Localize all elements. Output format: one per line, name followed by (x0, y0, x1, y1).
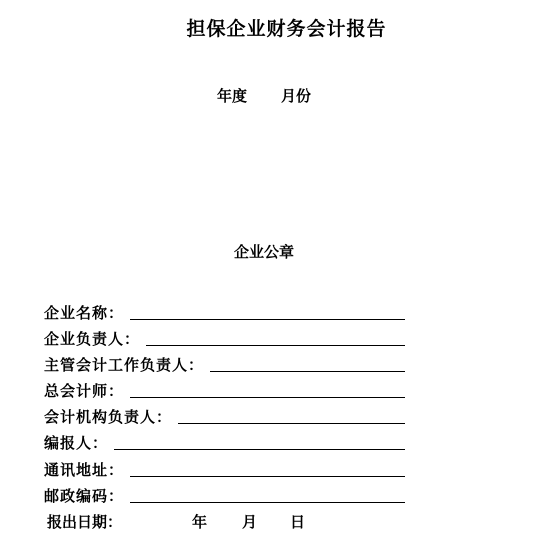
field-company-name (44, 300, 405, 322)
date-month-label: 月 (242, 513, 258, 531)
field-label: 通讯地址： (44, 461, 125, 479)
year-label: 年度 (217, 87, 248, 105)
document-title: 担保企业财务会计报告 (186, 18, 387, 40)
company-seal-label: 企业公章 (233, 243, 294, 261)
field-preparer (44, 430, 405, 452)
field-label: 邮政编码： (44, 487, 125, 505)
postal-code-input-line[interactable] (130, 488, 405, 503)
date-year-label: 年 (192, 513, 208, 531)
company-name-input-line[interactable] (130, 305, 405, 320)
field-address (44, 457, 405, 479)
field-label: 编报人： (44, 434, 109, 452)
field-accounting-dept-head (44, 404, 405, 426)
month-label: 月份 (281, 87, 312, 105)
date-day-label: 日 (290, 513, 306, 531)
address-input-line[interactable] (130, 462, 405, 477)
company-head-input-line[interactable] (146, 331, 405, 346)
field-postal-code (44, 483, 405, 505)
field-label: 企业名称： (44, 304, 125, 322)
report-date-label: 报出日期： (47, 513, 123, 531)
reporting-period (217, 85, 311, 106)
accounting-supervisor-input-line[interactable] (210, 357, 405, 372)
preparer-input-line[interactable] (114, 435, 405, 450)
field-accounting-supervisor (44, 352, 405, 374)
field-company-head (44, 326, 405, 348)
accounting-dept-head-input-line[interactable] (178, 409, 405, 424)
field-label: 主管会计工作负责人： (44, 356, 205, 374)
field-label: 企业负责人： (44, 330, 141, 348)
field-chief-accountant (44, 378, 405, 400)
chief-accountant-input-line[interactable] (130, 383, 405, 398)
field-label: 会计机构负责人： (44, 408, 173, 426)
field-label: 总会计师： (44, 382, 125, 400)
